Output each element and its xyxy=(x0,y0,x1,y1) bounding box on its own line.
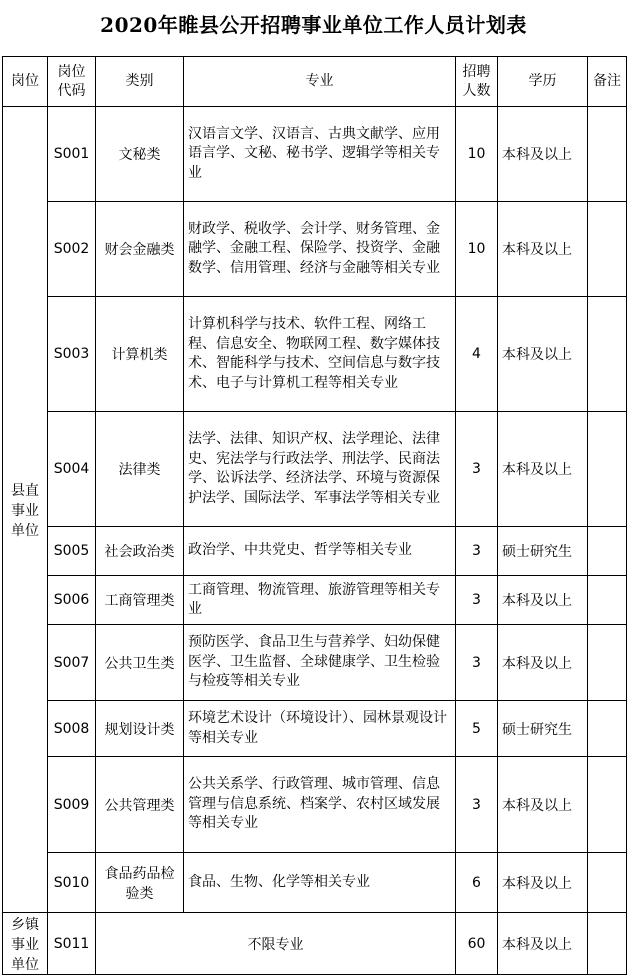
row-major: 法学、法律、知识产权、法学理论、法律史、宪法学与行政法学、刑法学、民商法学、讼诉法学、经济法学、环境与资源保护法学、国际法学、军事法学等相关专业 xyxy=(184,412,456,527)
row-notes xyxy=(588,412,627,527)
row-count: 10 xyxy=(456,202,498,297)
header-category: 类别 xyxy=(96,57,184,107)
table-row xyxy=(3,202,627,297)
row-category: 食品药品检验类 xyxy=(96,853,184,913)
row-notes xyxy=(588,913,627,975)
row-major: 工商管理、物流管理、旅游管理等相关专业 xyxy=(184,576,456,625)
row-notes xyxy=(588,527,627,576)
row-education: 本科及以上 xyxy=(498,757,588,853)
row-count: 4 xyxy=(456,297,498,412)
row-code: S010 xyxy=(48,853,96,913)
row-major: 环境艺术设计（环境设计）、园林景观设计等相关专业 xyxy=(184,701,456,757)
row-major: 不限专业 xyxy=(96,913,456,975)
row-count: 10 xyxy=(456,107,498,202)
row-education: 本科及以上 xyxy=(498,412,588,527)
header-education: 学历 xyxy=(498,57,588,107)
row-code: S004 xyxy=(48,412,96,527)
row-code: S008 xyxy=(48,701,96,757)
header-code: 岗位代码 xyxy=(48,57,96,107)
table-row xyxy=(3,757,627,853)
header-count: 招聘人数 xyxy=(456,57,498,107)
row-education: 本科及以上 xyxy=(498,576,588,625)
row-education: 本科及以上 xyxy=(498,913,588,975)
header-major: 专业 xyxy=(184,57,456,107)
row-major: 计算机科学与技术、软件工程、网络工程、信息安全、物联网工程、数字媒体技术、智能科学与技术、空间信息与数字技术、电子与计算机工程等相关专业 xyxy=(184,297,456,412)
table-row xyxy=(3,853,627,913)
row-count: 6 xyxy=(456,853,498,913)
row-category: 工商管理类 xyxy=(96,576,184,625)
row-education: 本科及以上 xyxy=(498,297,588,412)
row-count: 3 xyxy=(456,625,498,701)
table-row xyxy=(3,527,627,576)
row-education: 本科及以上 xyxy=(498,625,588,701)
row-code: S009 xyxy=(48,757,96,853)
row-notes xyxy=(588,853,627,913)
row-code: S001 xyxy=(48,107,96,202)
row-category: 规划设计类 xyxy=(96,701,184,757)
row-count: 3 xyxy=(456,757,498,853)
recruitment-plan-table xyxy=(2,56,627,975)
row-major: 食品、生物、化学等相关专业 xyxy=(184,853,456,913)
row-code: S005 xyxy=(48,527,96,576)
row-category: 公共卫生类 xyxy=(96,625,184,701)
page-title: 2020年睢县公开招聘事业单位工作人员计划表 xyxy=(100,13,527,37)
row-code: S006 xyxy=(48,576,96,625)
table-row xyxy=(3,701,627,757)
row-education: 本科及以上 xyxy=(498,107,588,202)
row-code: S002 xyxy=(48,202,96,297)
table-row xyxy=(3,297,627,412)
group-county: 县直事业单位 xyxy=(3,107,48,913)
row-code: S003 xyxy=(48,297,96,412)
row-education: 本科及以上 xyxy=(498,202,588,297)
row-category: 财会金融类 xyxy=(96,202,184,297)
table-row xyxy=(3,576,627,625)
row-notes xyxy=(588,625,627,701)
row-education: 硕士研究生 xyxy=(498,527,588,576)
table-row xyxy=(3,412,627,527)
row-major: 汉语言文学、汉语言、古典文献学、应用语言学、文秘、秘书学、逻辑学等相关专业 xyxy=(184,107,456,202)
table-row xyxy=(3,625,627,701)
row-count: 3 xyxy=(456,412,498,527)
row-notes xyxy=(588,757,627,853)
row-education: 硕士研究生 xyxy=(498,701,588,757)
table-row xyxy=(3,107,627,202)
row-category: 社会政治类 xyxy=(96,527,184,576)
row-count: 5 xyxy=(456,701,498,757)
header-row xyxy=(3,57,627,107)
row-category: 法律类 xyxy=(96,412,184,527)
row-major: 预防医学、食品卫生与营养学、妇幼保健医学、卫生监督、全球健康学、卫生检验与检疫等相关专业 xyxy=(184,625,456,701)
row-category: 文秘类 xyxy=(96,107,184,202)
row-count: 3 xyxy=(456,576,498,625)
row-count: 60 xyxy=(456,913,498,975)
row-major: 财政学、税收学、会计学、财务管理、金融学、金融工程、保险学、投资学、金融数学、信用管理、经济与金融等相关专业 xyxy=(184,202,456,297)
header-notes: 备注 xyxy=(588,57,627,107)
row-code: S007 xyxy=(48,625,96,701)
row-notes xyxy=(588,297,627,412)
row-major: 公共关系学、行政管理、城市管理、信息管理与信息系统、档案学、农村区域发展等相关专业 xyxy=(184,757,456,853)
row-major: 政治学、中共党史、哲学等相关专业 xyxy=(184,527,456,576)
row-notes xyxy=(588,701,627,757)
row-education: 本科及以上 xyxy=(498,853,588,913)
header-post: 岗位 xyxy=(3,57,48,107)
row-notes xyxy=(588,576,627,625)
table-row xyxy=(3,913,627,975)
row-count: 3 xyxy=(456,527,498,576)
row-category: 计算机类 xyxy=(96,297,184,412)
row-code: S011 xyxy=(48,913,96,975)
row-category: 公共管理类 xyxy=(96,757,184,853)
row-notes xyxy=(588,107,627,202)
group-town: 乡镇事业单位 xyxy=(3,913,48,975)
row-notes xyxy=(588,202,627,297)
